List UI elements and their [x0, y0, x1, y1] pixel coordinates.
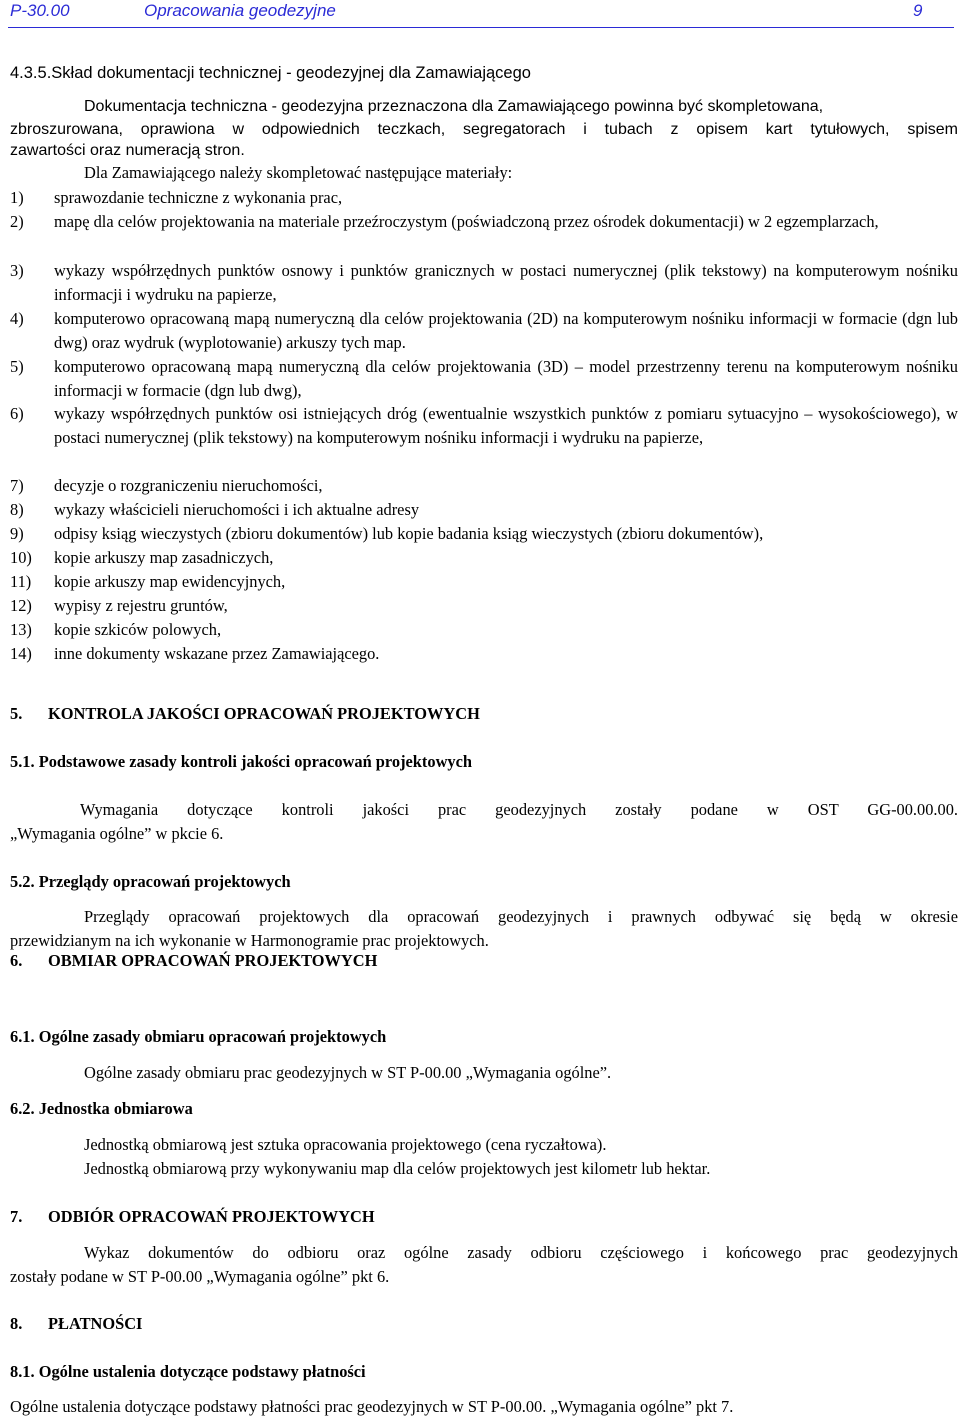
list-item-number: 12): [10, 596, 32, 615]
s435-para1-line1: Dokumentacja techniczna - geodezyjna przeznaczona dla Zamawiającego powinna być skompletowana,: [84, 98, 824, 115]
list-item-number: 5): [10, 357, 24, 376]
section-5-2-heading: [10, 872, 291, 892]
list-item: [10, 402, 958, 450]
section-title: OBMIAR OPRACOWAŃ PROJEKTOWYCH: [48, 951, 378, 970]
section-number: 8.: [10, 1314, 23, 1333]
section-number: 6.: [10, 951, 23, 970]
section-title: PŁATNOŚCI: [48, 1314, 143, 1333]
section-6-2-heading: [10, 1099, 193, 1119]
list-item-number: 9): [10, 524, 24, 543]
s52-line1: Przeglądy opracowań projektowych dla opracowań geodezyjnych i prawnych odbywać się będą w okresie: [84, 907, 958, 926]
list-item-number: 1): [10, 188, 24, 207]
section-number: 5.: [10, 704, 23, 723]
section-number: 7.: [10, 1207, 23, 1226]
list-item-number: 11): [10, 572, 32, 591]
list-item: [10, 546, 958, 570]
s61-text: Ogólne zasady obmiaru prac geodezyjnych w ST P-00.00 „Wymagania ogólne”.: [84, 1063, 612, 1082]
list-item: [10, 307, 958, 355]
s51-line2: „Wymagania ogólne” w pkcie 6.: [10, 824, 224, 843]
section-number: 6.2.: [10, 1099, 35, 1118]
header-divider: [8, 27, 954, 28]
list-item-text: wykazy właścicieli nieruchomości i ich aktualne adresy: [54, 500, 420, 519]
section-title: Ogólne ustalenia dotyczące podstawy płatności: [38, 1362, 366, 1381]
list-item: [10, 186, 958, 210]
section-6-1-heading: [10, 1027, 386, 1047]
list-item-text: komputerowo opracowaną mapą numeryczną dla celów projektowania (3D) – model przestrzenny terenu na komputerowym nośniku informacji w formacie (dgn lub dwg),: [54, 357, 958, 400]
list-item: [10, 355, 958, 403]
list-item: [10, 210, 958, 234]
list-item-text: wykazy współrzędnych punktów osi istniejących dróg (ewentualnie wszystkich punktów z pomiaru sytuacyjno – wysokościowego), w postaci numerycznej (plik tekstowy) na komputerowym nośniku informacji i wydruku na papierze,: [54, 404, 958, 447]
s62-line2: Jednostką obmiarową przy wykonywaniu map dla celów projektowych jest kilometr lub hektar.: [84, 1159, 711, 1178]
section-title: Podstawowe zasady kontroli jakości opracowań projektowych: [38, 752, 472, 771]
list-item-text: mapę dla celów projektowania na materiale przeźroczystym (poświadczoną przez ośrodek dokumentacji) w 2 egzemplarzach,: [54, 212, 879, 231]
s62-line1: Jednostką obmiarową jest sztuka opracowania projektowego (cena ryczałtowa).: [84, 1135, 607, 1154]
list-item-text: odpisy ksiąg wieczystych (zbioru dokumentów) lub kopie badania ksiąg wieczystych (zbioru dokumentów),: [54, 524, 764, 543]
section-title: ODBIÓR OPRACOWAŃ PROJEKTOWYCH: [48, 1207, 375, 1226]
list-item-number: 7): [10, 476, 24, 495]
list-item-number: 2): [10, 212, 24, 231]
list-item-text: kopie arkuszy map ewidencyjnych,: [54, 572, 286, 591]
section-7-heading: [10, 1207, 375, 1227]
list-item: [10, 259, 958, 307]
list-item-number: 8): [10, 500, 24, 519]
section-title: Jednostka obmiarowa: [38, 1099, 193, 1118]
list-item: [10, 498, 958, 522]
section-number: 5.2.: [10, 872, 35, 891]
section-title: Przeglądy opracowań projektowych: [38, 872, 291, 891]
list-item-text: sprawozdanie techniczne z wykonania prac,: [54, 188, 343, 207]
spec-code: P-30.00: [10, 1, 70, 20]
section-title: KONTROLA JAKOŚCI OPRACOWAŃ PROJEKTOWYCH: [48, 704, 480, 723]
list-item-number: 13): [10, 620, 32, 639]
list-item-text: kopie arkuszy map zasadniczych,: [54, 548, 274, 567]
list-item-number: 14): [10, 644, 32, 663]
page-number: 9: [913, 1, 923, 20]
s435-para2: Dla Zamawiającego należy skompletować następujące materiały:: [84, 163, 513, 182]
s7-line2: zostały podane w ST P-00.00 „Wymagania ogólne” pkt 6.: [10, 1267, 390, 1286]
section-number: 5.1.: [10, 752, 35, 771]
list-item-text: komputerowo opracowaną mapą numeryczną dla celów projektowania (2D) na komputerowym nośniku informacji w formacie (dgn lub dwg) oraz wydruk (wyplotowanie) arkuszy tych map.: [54, 309, 958, 352]
section-title: Ogólne zasady obmiaru opracowań projektowych: [38, 1027, 387, 1046]
list-item-text: wypisy z rejestru gruntów,: [54, 596, 228, 615]
document-title: Opracowania geodezyjne: [144, 1, 336, 20]
list-item-text: decyzje o rozgraniczeniu nieruchomości,: [54, 476, 323, 495]
list-item: [10, 642, 958, 666]
section-number: 6.1.: [10, 1027, 35, 1046]
s435-para1-line2: zbroszurowana, oprawiona w odpowiednich teczkach, segregatorach i tubach z opisem kart tytułowych, spisem: [10, 121, 958, 138]
list-item: [10, 618, 958, 642]
page-header: [0, 0, 960, 26]
section-5-1-heading: [10, 752, 472, 772]
section-4-3-5-heading: 4.3.5.Skład dokumentacji technicznej - geodezyjnej dla Zamawiającego: [10, 64, 531, 82]
list-item: [10, 474, 958, 498]
list-item-number: 6): [10, 404, 24, 423]
s52-line2: przewidzianym na ich wykonanie w Harmonogramie prac projektowych.: [10, 931, 489, 950]
list-item-number: 3): [10, 261, 24, 280]
list-item-text: kopie szkiców polowych,: [54, 620, 222, 639]
section-number: 8.1.: [10, 1362, 35, 1381]
list-item: [10, 594, 958, 618]
section-5-heading: [10, 704, 480, 724]
s7-line1: Wykaz dokumentów do odbioru oraz ogólne zasady odbioru częściowego i końcowego prac geodezyjnych: [84, 1243, 958, 1262]
section-8-heading: [10, 1314, 142, 1334]
list-item-number: 10): [10, 548, 32, 567]
s435-para1-line3: zawartości oraz numeracją stron.: [10, 142, 245, 159]
list-item-text: wykazy współrzędnych punktów osnowy i punktów granicznych w postaci numerycznej (plik tekstowy) na komputerowym nośniku informacji i wydruku na papierze,: [54, 261, 958, 304]
s51-line1: Wymagania dotyczące kontroli jakości prac geodezyjnych zostały podane w OST GG-00.00.00.: [80, 800, 958, 819]
section-8-1-heading: [10, 1362, 366, 1382]
section-6-heading: [10, 951, 377, 971]
list-item-text: inne dokumenty wskazane przez Zamawiającego.: [54, 644, 380, 663]
list-item-number: 4): [10, 309, 24, 328]
s81-text: Ogólne ustalenia dotyczące podstawy płatności prac geodezyjnych w ST P-00.00. „Wymagania ogólne” pkt 7.: [10, 1397, 734, 1416]
list-item: [10, 570, 958, 594]
list-item: [10, 522, 958, 546]
